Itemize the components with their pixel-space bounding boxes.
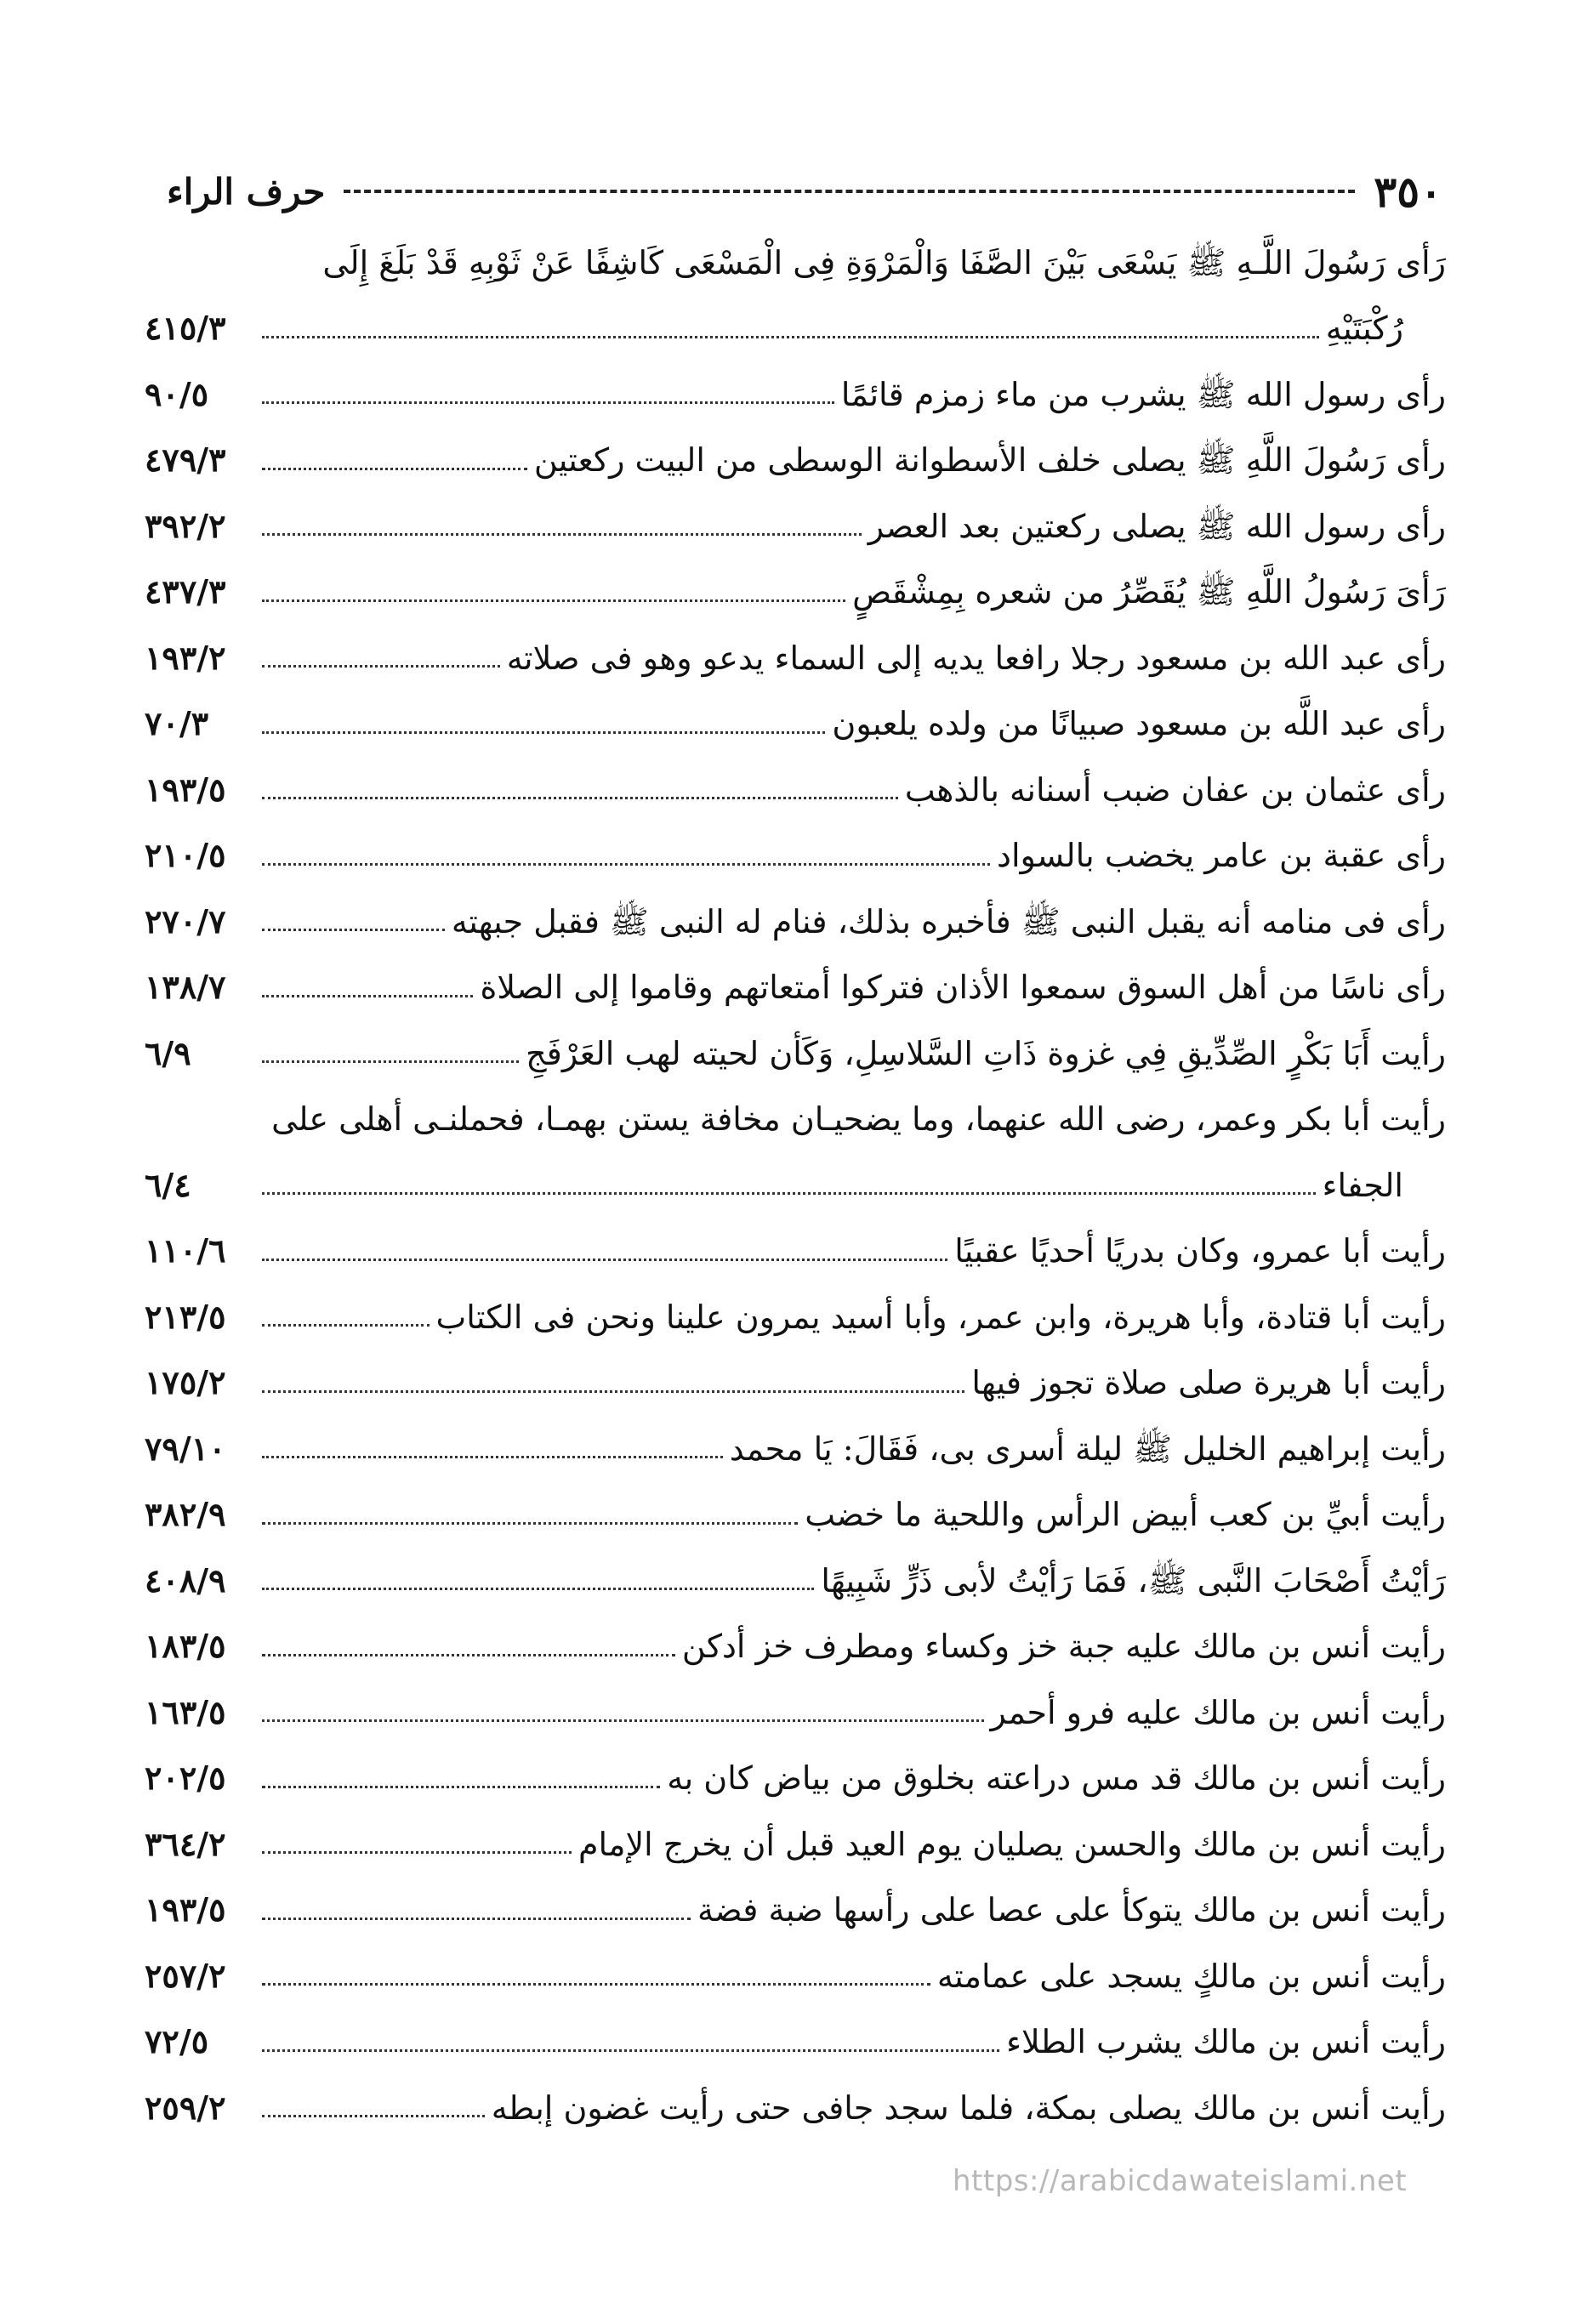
index-entry [145,1482,1446,1548]
index-entry [145,691,1446,758]
entry-text: رأى عبد اللَّه بن مسعود صبيانًا من ولده يلعبون [832,705,1446,743]
index-entry [145,230,1446,296]
index-entry [145,1679,1446,1746]
volume-page-ref: ٢١٣/٥ [145,1297,226,1336]
volume-page-ref: ١٩٣/٢ [145,638,226,677]
index-entry [145,757,1446,823]
index-entry [145,296,1446,362]
index-entry [145,1284,1446,1350]
index-entry [145,1152,1446,1219]
leader-dots [262,1918,691,1920]
volume-page-ref: ٧٩/١٠ [145,1429,226,1468]
page-header [167,162,1442,221]
leader-dots [262,1324,430,1327]
leader-dots [262,2115,485,2117]
leader-dots [262,1851,572,1854]
leader-dots [262,1719,984,1722]
entry-text: رأى عبد الله بن مسعود رجلا رافعا يديه إلى السماء يدعو وهو فى صلاته [506,639,1446,677]
index-entry [145,823,1446,889]
entry-text: رأيت إبراهيم الخليل ﷺ ليلة أسرى بى، فَقَالَ: يَا محمد [729,1429,1446,1468]
volume-page-ref: ٣٩٢/٢ [145,506,226,545]
entry-text: رأى فى منامه أنه يقبل النبى ﷺ فأخبره بذلك، فنام له النبى ﷺ فقبل جبهته [451,902,1446,940]
index-entry [145,1943,1446,2009]
leader-dots [262,2049,999,2052]
leader-dots [262,1456,723,1458]
volume-page-ref: ٧٢/٥ [145,2022,209,2061]
entry-text: رأيت أنس بن مالك عليه فرو أحمر [990,1693,1446,1731]
leader-dots [262,1390,964,1393]
volume-page-ref: ٢١٠/٥ [145,836,226,875]
index-entry [145,1416,1446,1482]
volume-page-ref: ٣٦٤/٢ [145,1824,226,1863]
index-entry [145,625,1446,691]
entry-text: رأى عقبة بن عامر يخضب بالسواد [997,837,1446,875]
index-entry [145,1087,1446,1153]
leader-dots [262,797,898,799]
entry-text: رأى رسول الله ﷺ يصلى ركعتين بعد العصر [868,507,1446,545]
entry-text: رأيت أنس بن مالكٍ يسجد على عمامته [936,1957,1446,1995]
leader-dots [262,599,845,602]
header-rule [344,190,1355,193]
index-entry [145,2075,1446,2141]
leader-dots [262,1983,930,1986]
leader-dots [262,929,445,931]
leader-dots [262,1588,814,1590]
entry-text: رأيت أبا بكر وعمر، رضى الله عنهما، وما يضحيـان مخافة يستن بهمـا، فحملنـى أهلى على [271,1100,1446,1139]
leader-dots [262,995,473,997]
leader-dots [262,336,1319,338]
entry-text: رَأيْتُ أَصْحَابَ النَّبى ﷺ، فَمَا رَأيْتُ لأبى ذَرٍّ شَبِيهًا [821,1561,1446,1600]
index-entry [145,1746,1446,1812]
index-entry [145,1548,1446,1614]
entry-text: رَأى رَسُولَ اللَّـهِ ﷺ يَسْعَى بَيْنَ الصَّفَا وَالْمَرْوَةِ فِى الْمَسْعَى كَاشِفًا عَنْ ثَوْبِهِ قَدْ بَلَغَ إِلَى [322,243,1446,281]
index-entry [145,1811,1446,1878]
entry-text: رأيت أبا قتادة، وأبا هريرة، وابن عمر، وأبا أسيد يمرون علينا ونحن فى الكتاب [435,1298,1446,1336]
volume-page-ref: ٩٠/٥ [145,374,209,413]
entry-text: رأيت أنس بن مالك والحسن يصليان يوم العيد قبل أن يخرج الإمام [578,1825,1446,1863]
entry-text: رأيت أبيِّ بن كعب أبيض الرأس واللحية ما خضب [805,1496,1446,1534]
volume-page-ref: ١٨٣/٥ [145,1627,226,1666]
volume-page-ref: ٤١٥/٣ [145,309,226,348]
index-entry [145,560,1446,626]
volume-page-ref: ١٣٨/٧ [145,968,226,1007]
entry-text: رُكْبَتَيْهِ [1325,310,1403,348]
entry-text: رأيت أبا هريرة صلى صلاة تجوز فيها [971,1364,1446,1402]
index-entry [145,1020,1446,1087]
volume-page-ref: ٣٨٢/٩ [145,1495,226,1534]
leader-dots [262,1786,660,1788]
volume-page-ref: ٢٧٠/٧ [145,901,226,940]
volume-page-ref: ١٩٣/٥ [145,1890,226,1929]
volume-page-ref: ٢٠٢/٥ [145,1759,226,1798]
entry-text: رأيت أنس بن مالك يصلى بمكة، فلما سجد جافى حتى رأيت غضون إبطه [491,2088,1446,2127]
index-entry [145,1878,1446,1944]
leader-dots [262,1522,798,1525]
volume-page-ref: ١٧٥/٢ [145,1363,226,1402]
index-entry [145,428,1446,494]
volume-page-ref: ٤٠٨/٩ [145,1560,226,1600]
entry-text: الجفاء [1322,1166,1403,1204]
volume-page-ref: ١١٠/٦ [145,1231,226,1270]
leader-dots [262,468,527,470]
leader-dots [262,863,990,866]
leader-dots [262,401,834,404]
entry-text: رأيت أنس بن مالك يشرب الطلاء [1006,2023,1446,2061]
entry-text: رأى رسول الله ﷺ يشرب من ماء زمزم قائمًا [840,375,1446,413]
watermark: https://arabicdawateislami.net [953,2164,1408,2198]
volume-page-ref: ٤٧٩/٣ [145,440,226,480]
index-entry [145,1614,1446,1680]
entry-text: رأيت أنس بن مالك قد مس دراعته بخلوق من بياض كان به [667,1759,1446,1798]
index-entry [145,2009,1446,2076]
index-entry [145,889,1446,955]
page-number: ٣٥٠ [1374,166,1442,217]
volume-page-ref: ٢٥٩/٢ [145,2088,226,2127]
leader-dots [262,1060,519,1063]
leader-dots [262,1259,947,1261]
entry-text: رأيت أبا عمرو، وكان بدريًا أحديًا عقبيًا [954,1232,1446,1270]
volume-page-ref: ٤٣٧/٣ [145,572,226,611]
leader-dots [262,1654,675,1656]
volume-page-ref: ١٦٣/٥ [145,1692,226,1731]
leader-dots [262,533,862,536]
leader-dots [262,665,500,668]
entry-text: رأيت أنس بن مالك عليه جبة خز وكساء ومطرف خز أدكن [681,1628,1446,1666]
entry-text: رَأىَ رَسُولُ اللَّهِ ﷺ يُقَصِّرُ من شعره بِمِشْقَصٍ [852,573,1446,611]
index-entry [145,493,1446,560]
section-title: حرف الراء [167,170,326,213]
volume-page-ref: ٦/٩ [145,1033,191,1072]
leader-dots [262,731,825,734]
entry-text: رأيت أَبَا بَكْرٍ الصِّدِّيقِ فِي غزوة ذَاتِ السَّلاسِلِ، وَكَأن لحيته لهب العَرْفَجِ [526,1034,1446,1072]
entry-text: رأيت أنس بن مالك يتوكأ على عصا على رأسها ضبة فضة [697,1891,1446,1929]
entry-text: رأى ناسًا من أهل السوق سمعوا الأذان فتركوا أمتعاتهم وقاموا إلى الصلاة [480,969,1446,1007]
entry-text: رأى رَسُولَ اللَّهِ ﷺ يصلى خلف الأسطوانة الوسطى من البيت ركعتين [533,441,1446,480]
index-list [145,230,1446,2141]
index-entry [145,955,1446,1021]
volume-page-ref: ١٩٣/٥ [145,770,226,809]
volume-page-ref: ٧٠/٣ [145,704,209,743]
volume-page-ref: ٦/٤ [145,1165,191,1204]
volume-page-ref: ٢٥٧/٢ [145,1956,226,1995]
index-entry [145,1219,1446,1285]
index-entry [145,361,1446,428]
index-entry [145,1350,1446,1417]
entry-text: رأى عثمان بن عفان ضبب أسنانه بالذهب [904,770,1446,809]
leader-dots [262,1192,1316,1195]
